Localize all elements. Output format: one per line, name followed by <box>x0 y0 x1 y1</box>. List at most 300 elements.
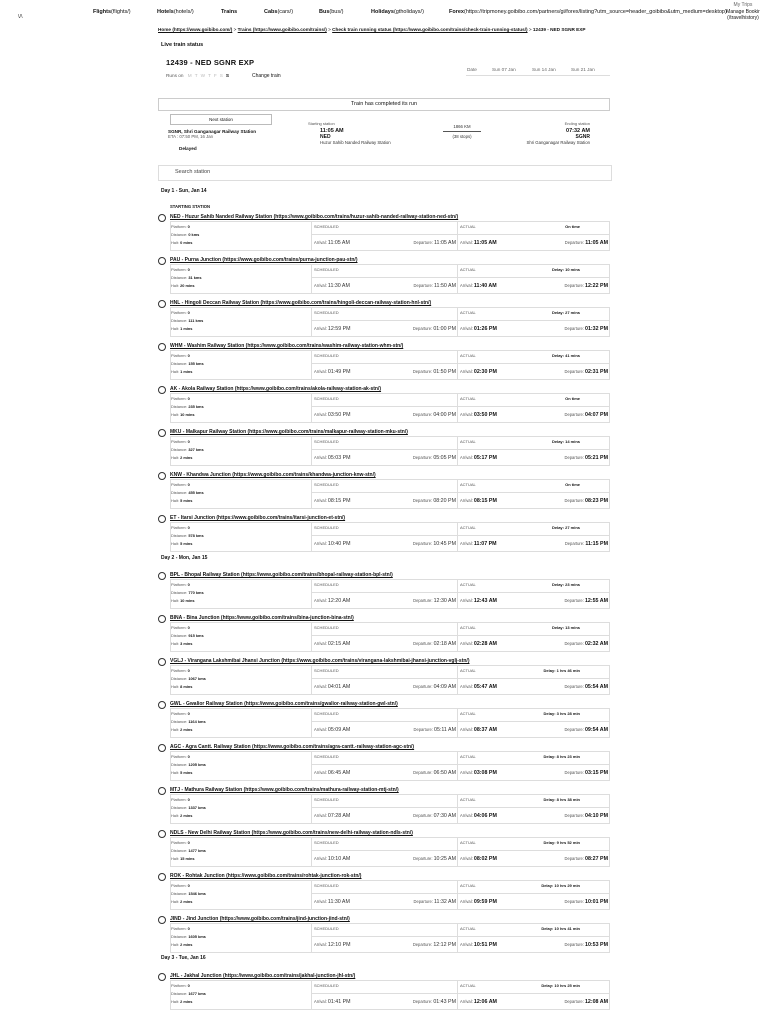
scheduled-arrival-time: 11:30 AM <box>327 283 350 289</box>
actual-arrival-time: 12:06 AM <box>473 999 497 1005</box>
actual-column <box>457 752 610 780</box>
actual-column <box>457 351 610 379</box>
station-info <box>171 523 311 551</box>
station-radio[interactable] <box>158 787 166 795</box>
station-link[interactable]: HNL - Hingoli Deccan Railway Station (https://www.goibibo.com/trains/hingoli-deccan-railway-station-hnl-stn/) <box>170 300 432 306</box>
actual-arrival <box>460 369 497 375</box>
station-platform <box>171 625 190 630</box>
arrival-label: Arrival: <box>460 813 473 818</box>
station-radio[interactable] <box>158 916 166 924</box>
my-trips-label: My Trips <box>733 2 753 8</box>
delay-status: Delay: 8 hrs 23 min <box>543 754 580 759</box>
station-details <box>170 622 610 652</box>
arrival-label: Arrival: <box>314 369 327 374</box>
platform-value: 0 <box>187 711 190 716</box>
platform-value: 0 <box>187 883 190 888</box>
station-link[interactable]: MTJ - Mathura Railway Station (https://www.goibibo.com/trains/mathura-railway-station-mtj-stn/) <box>170 787 399 793</box>
breadcrumb-trains[interactable]: Trains (https://www.goibibo.com/trains/) <box>237 27 327 32</box>
column-divider <box>458 721 610 722</box>
actual-arrival-time: 02:30 PM <box>473 369 497 375</box>
scheduled-departure-time: 05:11 AM <box>434 727 456 733</box>
departure-label: Departure: <box>564 813 584 818</box>
station-platform <box>171 797 190 802</box>
station-link[interactable]: BINA - Bina Junction (https://www.goibibo.com/trains/bina-junction-bina-stn/) <box>170 615 354 621</box>
halt-value: 5 mins <box>180 770 193 775</box>
delay-status: Delay: 10 hrs 29 min <box>541 883 580 888</box>
departure-label: Departure: <box>564 684 584 689</box>
halt-value: 0 mins <box>180 240 193 245</box>
distance-value: 1477 kms <box>188 848 206 853</box>
delay-status: On time <box>565 396 580 401</box>
platform-label: Platform: <box>171 625 187 630</box>
actual-label: ACTUAL <box>460 926 476 931</box>
platform-value: 0 <box>187 625 190 630</box>
station-link[interactable]: AK - Akola Railway Station (https://www.goibibo.com/trains/akola-railway-station-ak-stn/) <box>170 386 382 392</box>
scheduled-column <box>311 351 458 379</box>
station-details <box>170 923 610 953</box>
scheduled-arrival <box>314 455 351 461</box>
halt-value: 2 mins <box>180 899 193 904</box>
actual-arrival <box>460 240 497 246</box>
actual-departure-time: 11:05 AM <box>585 240 608 246</box>
distance-label: Distance: <box>171 805 188 810</box>
platform-label: Platform: <box>171 668 187 673</box>
scheduled-departure-time: 08:20 PM <box>433 498 456 504</box>
station-link[interactable]: GWL - Gwalior Railway Station (https://www.goibibo.com/trains/gwalior-railway-station-gwl-stn/) <box>170 701 398 707</box>
station-link[interactable]: ET - Itarsi Junction (https://www.goibibo.com/trains/itarsi-junction-et-stn/) <box>170 515 346 521</box>
station-radio[interactable] <box>158 429 166 437</box>
distance-value: 578 kms <box>188 533 204 538</box>
halt-value: 5 mins <box>180 541 193 546</box>
actual-departure-time: 02:32 AM <box>584 641 608 647</box>
delay-status: Delay: 10 hrs 25 min <box>541 983 580 988</box>
actual-departure-time: 12:08 AM <box>584 999 608 1005</box>
actual-column <box>457 924 610 952</box>
actual-column <box>457 222 610 250</box>
station-details <box>170 980 610 1010</box>
distance-label: Distance: <box>171 991 188 996</box>
actual-arrival <box>460 999 497 1005</box>
nav-bus-link[interactable]: Bus(bus/) <box>319 9 344 15</box>
scheduled-label: SCHEDULED <box>314 310 339 315</box>
distance-value: 915 kms <box>188 633 204 638</box>
station-distance <box>171 490 204 495</box>
distance-value: 0 kms <box>188 232 200 237</box>
platform-value: 0 <box>187 926 190 931</box>
departure-label: Departure: <box>564 369 584 374</box>
station-halt <box>171 412 195 417</box>
station-link[interactable]: PAU - Purna Junction (https://www.goibibo.com/trains/purna-junction-pau-stn/) <box>170 257 358 263</box>
station-platform <box>171 668 190 673</box>
station-radio[interactable] <box>158 830 166 838</box>
station-info <box>171 308 311 336</box>
arrival-label: Arrival: <box>460 684 473 689</box>
distance-label: Distance: <box>171 934 188 939</box>
scheduled-departure <box>414 283 456 289</box>
breadcrumb-separator: > <box>326 27 333 32</box>
station-radio[interactable] <box>158 214 166 222</box>
platform-value: 0 <box>187 310 190 315</box>
scheduled-arrival-time: 06:45 AM <box>327 770 351 776</box>
station-radio[interactable] <box>158 658 166 666</box>
column-divider <box>312 449 458 450</box>
halt-label: Halt: <box>171 240 179 245</box>
distance-value: 1337 kms <box>188 805 206 810</box>
day-header: Day 2 - Mon, Jan 15 <box>161 555 208 561</box>
distance-label: Distance: <box>171 848 188 853</box>
station-info <box>171 838 311 866</box>
nav-holidays-link[interactable]: Holidays(gtholidays/) <box>371 9 424 15</box>
scheduled-arrival <box>314 369 351 375</box>
departure-label: Departure: <box>413 813 433 818</box>
actual-arrival <box>460 856 497 862</box>
column-divider <box>312 635 458 636</box>
platform-label: Platform: <box>171 267 187 272</box>
departure-label: Departure: <box>412 412 433 417</box>
route-line <box>443 131 481 132</box>
scheduled-departure-time: 01:43 PM <box>433 999 456 1005</box>
delay-status: On time <box>565 482 580 487</box>
actual-column <box>457 394 610 422</box>
scheduled-column <box>311 222 458 250</box>
platform-value: 0 <box>187 224 190 229</box>
date-option[interactable]: Sun 14 Jan <box>532 67 556 72</box>
station-details <box>170 751 610 781</box>
next-station-name: SGNR, Shri Ganganagar Railway Station <box>168 129 257 134</box>
halt-label: Halt: <box>171 326 179 331</box>
station-link[interactable]: BPL - Bhopal Railway Station (https://www.goibibo.com/trains/bhopal-railway-station-bpl-stn/) <box>170 572 393 578</box>
scheduled-column <box>311 308 458 336</box>
actual-column <box>457 981 610 1009</box>
scheduled-arrival <box>314 498 351 504</box>
departure-label: Departure: <box>564 598 584 603</box>
actual-arrival <box>460 727 497 733</box>
station-details <box>170 436 610 466</box>
delay-status: Delay: 3 hrs 28 min <box>543 711 580 716</box>
distance-label: Distance: <box>171 762 188 767</box>
station-platform <box>171 310 190 315</box>
actual-departure <box>565 326 608 332</box>
station-radio[interactable] <box>158 701 166 709</box>
scheduled-departure-time: 04:09 AM <box>433 684 456 690</box>
arrival-label: Arrival: <box>460 942 473 947</box>
scheduled-departure-time: 06:50 AM <box>433 770 456 776</box>
scheduled-departure <box>414 899 456 905</box>
distance-label: Distance: <box>171 318 188 323</box>
actual-arrival-time: 01:26 PM <box>473 326 497 332</box>
breadcrumb-separator: > <box>232 27 238 32</box>
scheduled-arrival <box>314 541 351 547</box>
actual-arrival-time: 08:02 PM <box>473 856 497 862</box>
column-divider <box>312 850 458 851</box>
actual-departure <box>565 541 608 547</box>
nav-hotels-link[interactable]: Hotels(hotels/) <box>157 9 194 15</box>
station-halt <box>171 455 192 460</box>
run-completed-banner: Train has completed its run <box>158 98 610 111</box>
station-link[interactable]: NED - Huzur Sahib Nanded Railway Station (https://www.goibibo.com/trains/huzur-sahib-nanded-railway-station-ned-stn/) <box>170 214 459 220</box>
scheduled-departure-time: 12:30 AM <box>433 598 456 604</box>
distance-label: Distance: <box>171 404 188 409</box>
actual-arrival <box>460 326 497 332</box>
actual-label: ACTUAL <box>460 711 476 716</box>
starting-station-tag: STARTING STATION <box>170 204 211 209</box>
station-halt <box>171 240 192 245</box>
actual-arrival-time: 03:50 PM <box>473 412 497 418</box>
column-divider <box>458 234 610 235</box>
breadcrumb-running-status[interactable]: Check train running status (https://www.goibibo.com/trains/check-train-running-status/) <box>332 27 528 32</box>
departure-label: Departure: <box>564 326 584 331</box>
scheduled-arrival-time: 01:41 PM <box>327 999 351 1005</box>
departure-label: Departure: <box>564 856 584 861</box>
arrival-label: Arrival: <box>314 541 327 546</box>
scheduled-arrival-time: 11:05 AM <box>327 240 350 246</box>
my-trips-menu[interactable] <box>718 2 768 22</box>
arrival-label: Arrival: <box>314 899 327 904</box>
platform-value: 0 <box>187 582 190 587</box>
distance-value: 31 kms <box>188 275 202 280</box>
departure-label: Departure: <box>412 999 433 1004</box>
column-divider <box>458 492 610 493</box>
station-link[interactable]: WHM - Washim Railway Station (https://www.goibibo.com/trains/washim-railway-station-whm-stn/) <box>170 343 404 349</box>
actual-departure <box>565 455 608 461</box>
station-halt <box>171 498 192 503</box>
scheduled-departure-time: 11:50 AM <box>434 283 456 289</box>
column-divider <box>312 535 458 536</box>
column-divider <box>312 277 458 278</box>
platform-label: Platform: <box>171 711 187 716</box>
station-details <box>170 880 610 910</box>
column-divider <box>458 363 610 364</box>
column-divider <box>458 893 610 894</box>
halt-label: Halt: <box>171 813 179 818</box>
manage-bookings-link[interactable]: Manage Bookir <box>726 8 760 15</box>
scheduled-departure <box>413 770 456 776</box>
station-link[interactable]: NDLS - New Delhi Railway Station (https://www.goibibo.com/trains/new-delhi-railway-station-ndls-stn/) <box>170 830 413 836</box>
platform-label: Platform: <box>171 582 187 587</box>
station-link[interactable]: JIND - Jind Junction (https://www.goibibo.com/trains/jind-junction-jind-stn/) <box>170 916 350 922</box>
station-radio[interactable] <box>158 873 166 881</box>
column-divider <box>312 678 458 679</box>
halt-label: Halt: <box>171 283 179 288</box>
scheduled-arrival <box>314 684 350 690</box>
scheduled-arrival-time: 10:10 AM <box>327 856 351 862</box>
halt-label: Halt: <box>171 899 179 904</box>
departure-label: Departure: <box>564 455 584 460</box>
station-row <box>158 343 610 381</box>
actual-arrival-time: 11:05 AM <box>473 240 497 246</box>
station-info <box>171 623 311 651</box>
station-halt <box>171 856 195 861</box>
scheduled-arrival-time: 02:15 AM <box>327 641 351 647</box>
actual-arrival-time: 05:17 PM <box>473 455 497 461</box>
station-row <box>158 572 610 610</box>
arrival-label: Arrival: <box>460 899 473 904</box>
actual-arrival <box>460 684 497 690</box>
halt-value: 10 mins <box>180 412 195 417</box>
station-link[interactable]: ROK - Rohtak Junction (https://www.goibibo.com/trains/rohtak-junction-rok-stn/) <box>170 873 362 879</box>
station-distance <box>171 590 204 595</box>
station-link[interactable]: KNW - Khandwa Junction (https://www.goibibo.com/trains/khandwa-junction-knw-stn/) <box>170 472 376 478</box>
actual-arrival-time: 12:43 AM <box>473 598 497 604</box>
departure-label: Departure: <box>564 541 585 546</box>
scheduled-departure <box>413 326 456 332</box>
actual-departure <box>564 727 608 733</box>
column-divider <box>458 535 610 536</box>
station-halt <box>171 684 192 689</box>
station-radio[interactable] <box>158 386 166 394</box>
actual-arrival-time: 08:37 AM <box>473 727 497 733</box>
arrival-label: Arrival: <box>460 770 473 775</box>
departure-label: Departure: <box>564 498 584 503</box>
departure-label: Departure: <box>412 498 433 503</box>
station-radio[interactable] <box>158 572 166 580</box>
column-divider <box>312 492 458 493</box>
station-row <box>158 916 610 954</box>
halt-value: 2 mins <box>180 999 193 1004</box>
actual-label: ACTUAL <box>460 883 476 888</box>
station-radio[interactable] <box>158 615 166 623</box>
station-distance <box>171 361 204 366</box>
halt-value: 20 mins <box>180 283 195 288</box>
nav-flights-link[interactable]: Flights(flights/) <box>93 9 131 15</box>
actual-arrival <box>460 770 497 776</box>
scheduled-departure <box>413 641 456 647</box>
actual-label: ACTUAL <box>460 396 476 401</box>
change-train-link[interactable]: Change train <box>252 73 281 79</box>
actual-arrival-time: 11:07 PM <box>473 541 497 547</box>
station-link[interactable]: AGC - Agra Cantt. Railway Station (https://www.goibibo.com/trains/agra-cantt.-railway-station-agc-stn/) <box>170 744 415 750</box>
departure-label: Departure: <box>413 899 433 904</box>
scheduled-arrival-time: 05:09 AM <box>327 727 351 733</box>
column-divider <box>312 936 458 937</box>
halt-label: Halt: <box>171 369 179 374</box>
station-radio[interactable] <box>158 343 166 351</box>
nav-forex-link[interactable]: Forex(https://tripmoney.goibibo.com/partners/gi/forex/listing?utm_source=header_goibibo&utm_medium=desktop) <box>449 9 727 15</box>
halt-value: 8 mins <box>180 684 193 689</box>
runs-on-days <box>185 73 229 78</box>
date-option[interactable]: Sun 21 Jan <box>571 67 595 72</box>
actual-label: ACTUAL <box>460 754 476 759</box>
scheduled-departure-time: 01:50 PM <box>433 369 456 375</box>
departure-label: Departure: <box>412 369 433 374</box>
station-radio[interactable] <box>158 515 166 523</box>
station-distance <box>171 719 206 724</box>
actual-departure-time: 01:32 PM <box>585 326 608 332</box>
scheduled-departure <box>414 240 456 246</box>
scheduled-label: SCHEDULED <box>314 224 339 229</box>
travel-history-link[interactable]: (/travelhistory) <box>727 15 759 21</box>
actual-column <box>457 480 610 508</box>
platform-label: Platform: <box>171 754 187 759</box>
halt-value: 2 mins <box>180 942 193 947</box>
total-distance: 1866 KM <box>453 124 471 129</box>
station-radio[interactable] <box>158 300 166 308</box>
scheduled-departure-time: 10:25 AM <box>433 856 456 862</box>
runs-on <box>166 73 229 78</box>
delay-status: Delay: 27 mins <box>551 310 580 315</box>
arrival-label: Arrival: <box>460 856 473 861</box>
runs-on-day: S <box>225 73 230 78</box>
station-radio[interactable] <box>158 744 166 752</box>
actual-departure-time: 11:15 PM <box>585 541 608 547</box>
station-radio[interactable] <box>158 257 166 265</box>
departure-label: Departure: <box>564 942 584 947</box>
scheduled-departure <box>413 942 456 948</box>
scheduled-arrival <box>314 283 350 289</box>
nav-trains-link[interactable]: Trains <box>221 9 238 15</box>
column-divider <box>312 993 458 994</box>
distance-value: 155 kms <box>188 361 204 366</box>
station-distance <box>171 232 199 237</box>
scheduled-departure-time: 04:00 PM <box>433 412 456 418</box>
actual-departure <box>565 498 608 504</box>
distance-value: 1605 kms <box>188 934 206 939</box>
next-station-tab[interactable]: Next station <box>170 114 272 125</box>
station-halt <box>171 541 192 546</box>
platform-label: Platform: <box>171 353 187 358</box>
station-link[interactable]: VGLJ - Virangana Lakshmibai Jhansi Junction (https://www.goibibo.com/trains/virangana-lakshmibai-jhansi-junction-vglj-stn/) <box>170 658 470 664</box>
breadcrumb-home[interactable]: Home (https://www.goibibo.com/) <box>158 27 233 32</box>
date-option[interactable]: Sun 07 Jan <box>492 67 516 72</box>
halt-label: Halt: <box>171 727 179 732</box>
delay-status: Delay: 14 mins <box>551 439 580 444</box>
station-link[interactable]: JHL - Jakhal Junction (https://www.goibibo.com/trains/jakhal-junction-jhl-stn/) <box>170 973 356 979</box>
distance-label: Distance: <box>171 891 188 896</box>
scheduled-arrival <box>314 856 350 862</box>
distance-label: Distance: <box>171 633 188 638</box>
search-input[interactable] <box>159 166 615 178</box>
platform-label: Platform: <box>171 310 187 315</box>
station-info <box>171 752 311 780</box>
station-platform <box>171 883 190 888</box>
actual-label: ACTUAL <box>460 482 476 487</box>
actual-arrival-time: 10:51 PM <box>473 942 497 948</box>
actual-departure <box>565 412 608 418</box>
actual-label: ACTUAL <box>460 439 476 444</box>
station-link[interactable]: MKU - Malkapur Railway Station (https://www.goibibo.com/trains/malkapur-railway-station-mku-stn/) <box>170 429 408 435</box>
station-radio[interactable] <box>158 973 166 981</box>
station-platform <box>171 840 190 845</box>
actual-departure-time: 12:55 AM <box>584 598 608 604</box>
station-distance <box>171 533 204 538</box>
actual-arrival <box>460 899 497 905</box>
scheduled-column <box>311 666 458 694</box>
scheduled-label: SCHEDULED <box>314 883 339 888</box>
arrival-label: Arrival: <box>460 999 473 1004</box>
station-distance <box>171 275 202 280</box>
column-divider <box>458 678 610 679</box>
departure-label: Departure: <box>413 727 433 732</box>
arrival-label: Arrival: <box>314 598 327 603</box>
actual-column <box>457 881 610 909</box>
actual-column <box>457 580 610 608</box>
departure-label: Departure: <box>413 641 433 646</box>
station-row <box>158 429 610 467</box>
scheduled-departure-time: 12:12 PM <box>433 942 456 948</box>
actual-label: ACTUAL <box>460 840 476 845</box>
station-radio[interactable] <box>158 472 166 480</box>
column-divider <box>312 764 458 765</box>
scheduled-column <box>311 924 458 952</box>
actual-arrival-time: 11:40 AM <box>473 283 497 289</box>
station-halt <box>171 598 195 603</box>
station-info <box>171 480 311 508</box>
platform-value: 0 <box>187 797 190 802</box>
nav-cabs-link[interactable]: Cabs(cars/) <box>264 9 294 15</box>
station-info <box>171 265 311 293</box>
scheduled-departure <box>413 412 456 418</box>
scheduled-arrival <box>314 727 350 733</box>
